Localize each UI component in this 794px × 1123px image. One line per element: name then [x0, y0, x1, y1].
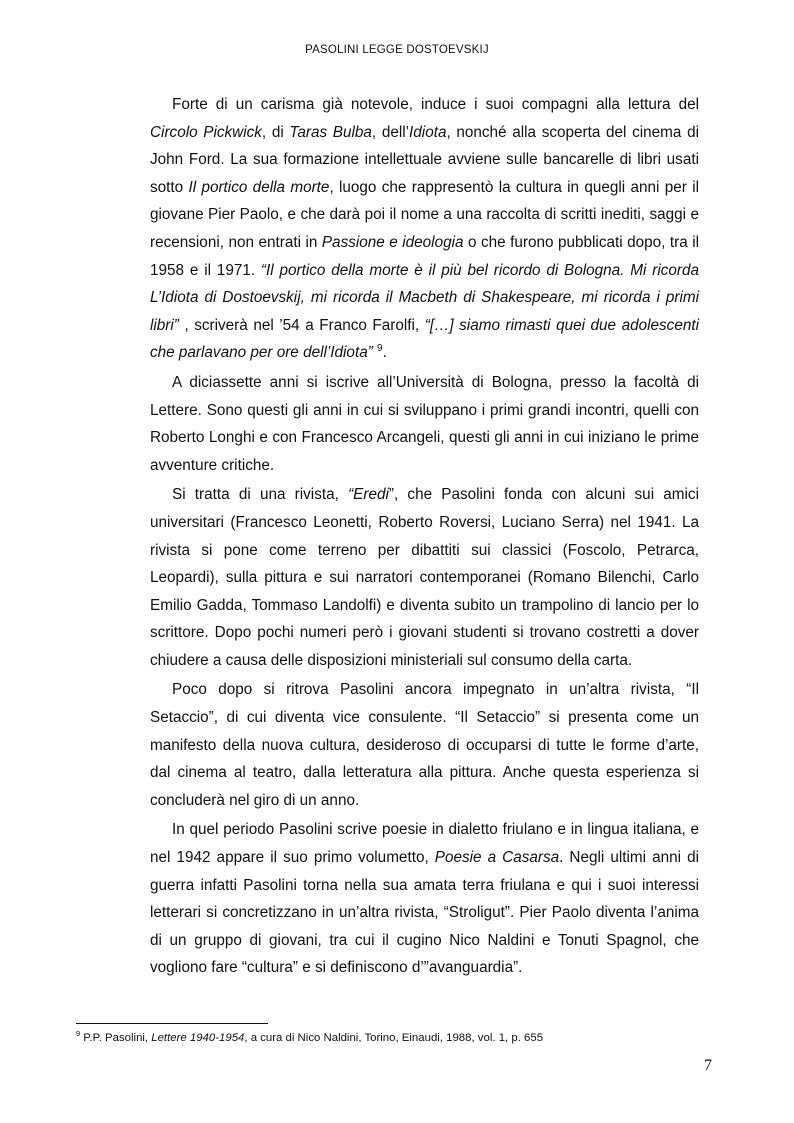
- text-run: . Negli ultimi anni di guerra infatti Pasolini torna nella sua amata terra friulana e qui i suoi interessi letterari si concretizzano in un’altra rivista, “Stroligut”. Pier Paolo diventa l’anima di un gruppo di giovani, tra cui il cugino Nico Naldini e Tonuti Spagnol, che vogliono fare “cultura” e si definiscono d’”avanguardia”.: [150, 849, 699, 977]
- text-run: .: [382, 344, 387, 362]
- text-run: , luogo che rappresentò la cultura in quegli anni per il giovane Pier Paolo, e che darà poi il nome a una raccolta di scritti inediti, saggi e recensioni, non entrati in: [150, 178, 699, 251]
- page-number: 7: [704, 1057, 712, 1074]
- quotation: “Il portico della morte è il più bel ricordo di Bologna. Mi ricorda L’Idiota di Dostoevskij, mi ricorda il Macbeth di Shakespeare, mi ricorda i primi libri”: [150, 261, 699, 334]
- text-run: o che furono pubblicati dopo, tra il 1958 e il 1971.: [150, 233, 700, 279]
- book-title: Circolo Pickwick: [150, 123, 262, 141]
- paragraph: A diciassette anni si iscrive all’Università di Bologna, presso la facoltà di Lettere. Sono questi gli anni in cui si sviluppano i primi grandi incontri, quelli con Roberto Longhi e con Francesco Arcangeli, questi gli anni in cui iniziano le prime avventure critiche.: [150, 373, 699, 474]
- paragraph: [150, 91, 699, 367]
- quotation: “[…] siamo rimasti quei due adolescenti che parlavano per ore dell’Idiota”: [150, 316, 699, 362]
- book-title: Idiota: [409, 123, 447, 141]
- paragraph: [150, 816, 699, 982]
- footnote: [76, 1031, 716, 1045]
- text-run: Forte di un carisma già notevole, induce i suoi compagni alla lettura del: [172, 96, 699, 113]
- text-run: , dell’: [371, 123, 410, 141]
- text-run: In quel periodo Pasolini scrive poesie in dialetto friulano e in lingua italiana, e nel 1942 appare il suo primo volumetto,: [150, 821, 699, 867]
- book-title: Il portico della morte: [188, 178, 330, 196]
- footnote-ref[interactable]: 9: [377, 343, 383, 355]
- text-run: , a cura di Nico Naldini, Torino, Einaudi, 1988, vol. 1, p. 655: [244, 1032, 544, 1044]
- book-title: Lettere 1940-1954: [151, 1032, 245, 1044]
- footnote-number: 9: [76, 1029, 81, 1039]
- text-run: ”, che Pasolini fonda con alcuni sui amici universitari (Francesco Leonetti, Roberto Roversi, Luciano Serra) nel 1941. La rivista si pone come terreno per dibattiti sui classici (Foscolo, Petrarca, Leopardi), sulla pittura e sui narratori contemporanei (Romano Bilenchi, Carlo Emilio Gadda, Tommaso Landolfi) e diventa subito un trampolino di lancio per lo scrittore. Dopo pochi numeri però i giovani studenti si trovano costretti a dover chiudere a causa delle disposizioni ministeriali sul consumo della carta.: [150, 486, 699, 669]
- text-run: , scriverà nel ’54 a Franco Farolfi,: [178, 316, 425, 334]
- paragraph: Poco dopo si ritrova Pasolini ancora impegnato in un’altra rivista, “Il Setaccio”, di cui diventa vice consulente. “Il Setaccio” si presenta come un manifesto della nuova cultura, desideroso di occuparsi di tutte le forme d’arte, dal cinema al teatro, dalla letteratura alla pittura. Anche questa esperienza si concluderà nel giro di un anno.: [150, 681, 699, 809]
- text-run: , nonché alla scoperta del cinema di John Ford. La sua formazione intellettuale avviene sulle bancarelle di libri usati sotto: [150, 123, 700, 196]
- running-header: PASOLINI LEGGE DOSTOEVSKIJ: [305, 44, 489, 56]
- paragraph: [150, 481, 699, 674]
- text-run: , di: [261, 123, 290, 141]
- book-title: Poesie a Casarsa: [434, 849, 560, 867]
- body-text: [150, 91, 699, 982]
- book-title: Taras Bulba: [289, 123, 372, 141]
- text-run: P.P. Pasolini,: [80, 1032, 152, 1044]
- journal-title: “Eredi: [348, 486, 389, 504]
- book-title: Passione e ideologia: [321, 233, 464, 251]
- text-run: Si tratta di una rivista,: [172, 486, 349, 504]
- footnote-separator: [76, 1023, 268, 1024]
